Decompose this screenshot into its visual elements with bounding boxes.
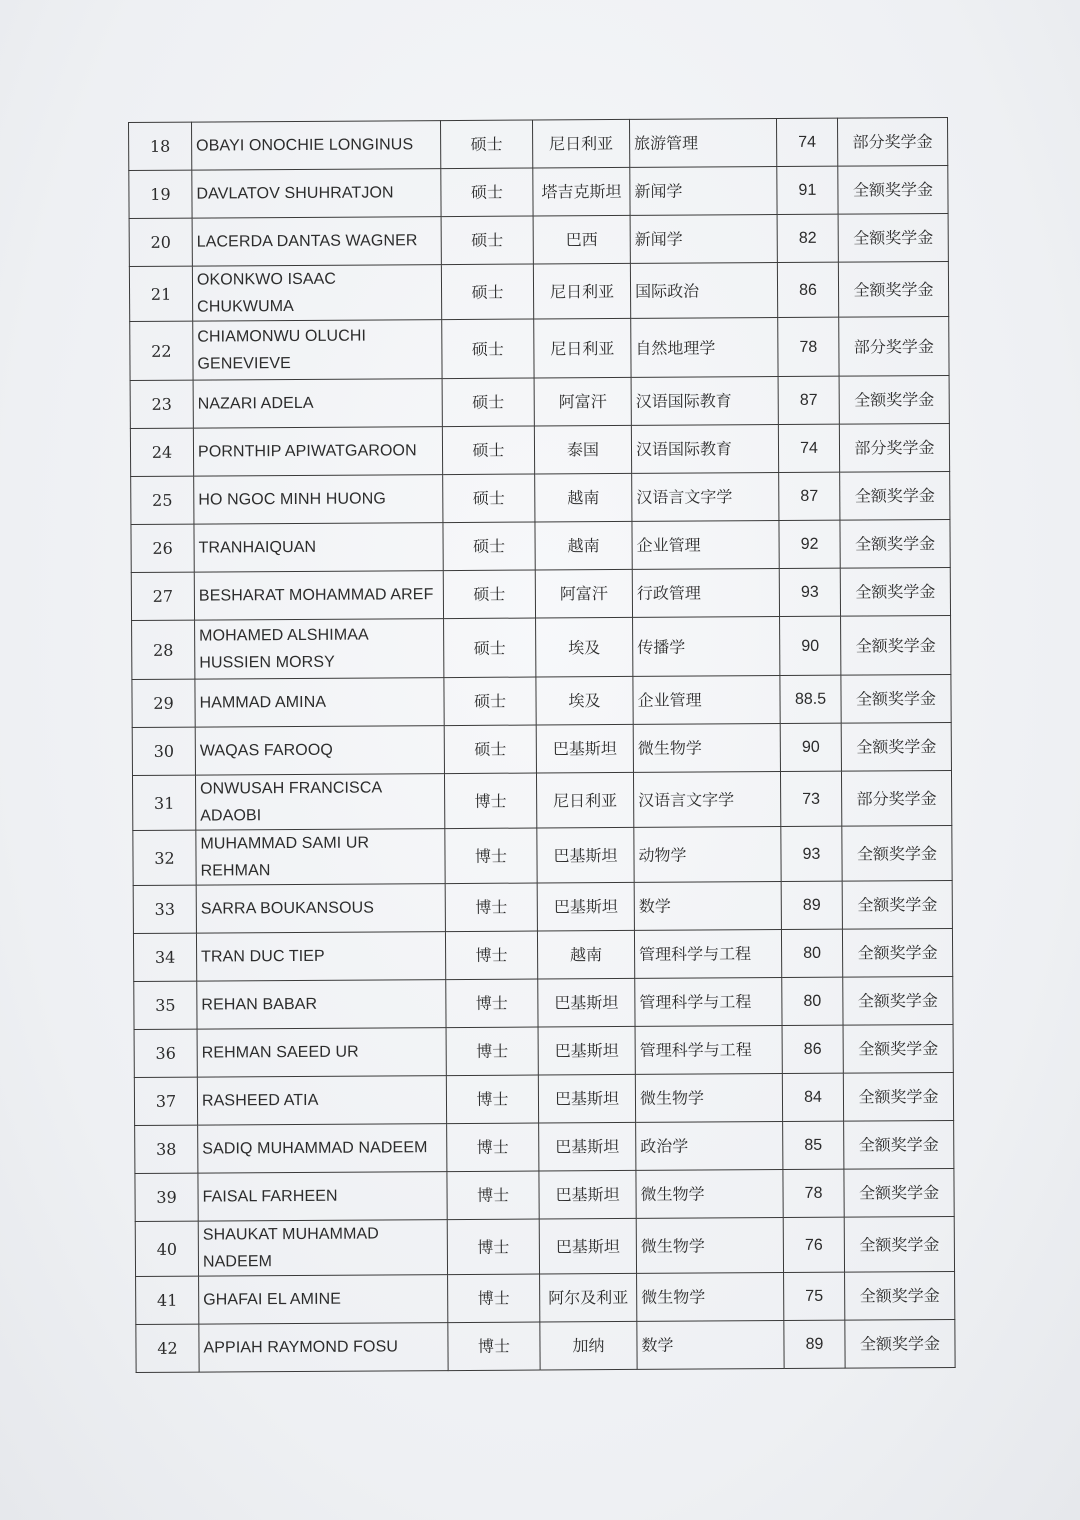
cell-score: 88.5 (780, 675, 841, 723)
cell-major: 数学 (634, 882, 781, 931)
cell-major: 微生物学 (633, 724, 780, 773)
cell-score: 87 (779, 472, 840, 520)
cell-score: 78 (783, 1169, 844, 1217)
cell-award: 全额奖学金 (842, 880, 952, 929)
cell-score: 74 (778, 424, 839, 472)
table-row (136, 1319, 955, 1372)
cell-number: 33 (133, 885, 196, 933)
cell-award: 全额奖学金 (840, 567, 950, 616)
cell-major: 数学 (637, 1321, 784, 1370)
cell-number: 22 (130, 321, 193, 380)
cell-score: 75 (784, 1272, 845, 1320)
cell-country: 巴基斯坦 (539, 1218, 636, 1274)
cell-country: 巴基斯坦 (536, 724, 633, 773)
cell-degree: 博士 (447, 1171, 539, 1220)
cell-country: 埃及 (536, 617, 633, 677)
cell-name: NAZARI ADELA (193, 379, 442, 429)
cell-country: 巴西 (533, 215, 630, 264)
cell-name: APPIAH RAYMOND FOSU (199, 1323, 448, 1373)
cell-major: 管理科学与工程 (634, 930, 781, 979)
cell-number: 18 (129, 122, 192, 170)
table-body (129, 117, 956, 1372)
cell-award: 部分奖学金 (837, 117, 947, 166)
cell-score: 86 (777, 262, 838, 317)
cell-award: 全额奖学金 (843, 1072, 953, 1121)
cell-major: 企业管理 (633, 676, 780, 725)
cell-degree: 硕士 (444, 618, 536, 678)
cell-award: 全额奖学金 (845, 1271, 955, 1320)
cell-country: 巴基斯坦 (539, 1170, 636, 1219)
cell-degree: 博士 (448, 1322, 540, 1371)
cell-degree: 硕士 (442, 378, 534, 427)
table-row (129, 165, 948, 218)
cell-degree: 博士 (446, 1027, 538, 1076)
cell-country: 巴基斯坦 (539, 1122, 636, 1171)
cell-name: RASHEED ATIA (197, 1076, 446, 1126)
cell-award: 全额奖学金 (838, 165, 948, 214)
table-row (134, 1024, 953, 1077)
cell-major: 传播学 (633, 617, 780, 677)
cell-name: MUHAMMAD SAMI UR REHMAN (196, 829, 445, 886)
cell-degree: 博士 (447, 1219, 539, 1275)
cell-score: 93 (781, 826, 842, 881)
cell-award: 全额奖学金 (842, 928, 952, 977)
cell-number: 39 (135, 1173, 198, 1221)
cell-name: PORNTHIP APIWATGAROON (193, 427, 442, 477)
cell-major: 汉语言文字学 (633, 772, 780, 828)
cell-name: OKONKWO ISAAC CHUKWUMA (192, 265, 441, 322)
cell-country: 埃及 (536, 676, 633, 725)
cell-name: FAISAL FARHEEN (198, 1172, 447, 1222)
cell-degree: 硕士 (444, 725, 536, 774)
cell-country: 巴基斯坦 (538, 978, 635, 1027)
cell-degree: 博士 (445, 931, 537, 980)
cell-major: 自然地理学 (631, 318, 778, 378)
cell-major: 汉语国际教育 (631, 425, 778, 474)
cell-name: LACERDA DANTAS WAGNER (192, 217, 441, 267)
cell-score: 74 (776, 118, 837, 166)
cell-award: 全额奖学金 (845, 1319, 955, 1368)
table-row (132, 674, 951, 727)
cell-number: 30 (132, 727, 195, 775)
table-row (131, 471, 950, 524)
cell-name: REHAN BABAR (197, 980, 446, 1030)
cell-major: 汉语言文字学 (632, 473, 779, 522)
table-row (132, 722, 951, 775)
cell-number: 24 (130, 428, 193, 476)
cell-country: 越南 (535, 473, 632, 522)
cell-award: 全额奖学金 (838, 261, 948, 317)
cell-major: 新闻学 (630, 215, 777, 264)
cell-degree: 硕士 (444, 677, 536, 726)
cell-score: 84 (782, 1073, 843, 1121)
cell-degree: 硕士 (441, 168, 533, 217)
cell-number: 36 (134, 1029, 197, 1077)
cell-number: 38 (135, 1125, 198, 1173)
cell-number: 40 (135, 1221, 198, 1276)
cell-score: 92 (779, 520, 840, 568)
cell-country: 阿尔及利亚 (540, 1273, 637, 1322)
table-row (129, 261, 948, 321)
cell-major: 企业管理 (632, 521, 779, 570)
table-row (134, 1072, 953, 1125)
cell-major: 微生物学 (636, 1170, 783, 1219)
cell-score: 78 (778, 317, 839, 376)
cell-score: 93 (779, 568, 840, 616)
cell-name: CHIAMONWU OLUCHI GENEVIEVE (193, 320, 442, 381)
cell-number: 27 (131, 572, 194, 620)
table-row (132, 615, 951, 679)
table-row (130, 423, 949, 476)
cell-major: 国际政治 (630, 263, 777, 319)
table-row (130, 316, 949, 380)
cell-score: 89 (781, 881, 842, 929)
cell-degree: 硕士 (440, 120, 532, 169)
cell-score: 73 (780, 771, 841, 826)
cell-degree: 硕士 (441, 216, 533, 265)
cell-country: 尼日利亚 (532, 119, 629, 168)
table-row (131, 519, 950, 572)
table-row (136, 1271, 955, 1324)
cell-award: 部分奖学金 (841, 770, 951, 826)
cell-number: 19 (129, 170, 192, 218)
cell-score: 89 (784, 1320, 845, 1368)
scholarship-table (128, 117, 956, 1373)
cell-score: 76 (783, 1217, 844, 1272)
cell-country: 尼日利亚 (533, 263, 630, 319)
table-row (133, 825, 952, 885)
cell-name: HO NGOC MINH HUONG (194, 475, 443, 525)
cell-award: 全额奖学金 (843, 1024, 953, 1073)
cell-number: 42 (136, 1324, 199, 1372)
cell-country: 巴基斯坦 (537, 827, 634, 883)
cell-score: 91 (777, 166, 838, 214)
cell-score: 90 (780, 723, 841, 771)
cell-number: 28 (132, 620, 195, 679)
table-row (131, 567, 950, 620)
table-row (129, 117, 948, 170)
cell-degree: 博士 (445, 883, 537, 932)
cell-name: MOHAMED ALSHIMAA HUSSIEN MORSY (195, 619, 444, 680)
cell-number: 32 (133, 830, 196, 885)
cell-degree: 硕士 (443, 474, 535, 523)
table-row (132, 770, 951, 830)
cell-country: 越南 (537, 930, 634, 979)
cell-major: 动物学 (634, 827, 781, 883)
cell-number: 35 (134, 981, 197, 1029)
cell-country: 巴基斯坦 (537, 882, 634, 931)
cell-award: 全额奖学金 (841, 615, 951, 675)
cell-score: 87 (778, 376, 839, 424)
cell-score: 80 (782, 977, 843, 1025)
cell-major: 政治学 (636, 1122, 783, 1171)
cell-degree: 硕士 (442, 426, 534, 475)
table-row (134, 976, 953, 1029)
cell-name: SADIQ MUHAMMAD NADEEM (198, 1124, 447, 1174)
cell-number: 34 (133, 933, 196, 981)
cell-award: 全额奖学金 (843, 976, 953, 1025)
cell-award: 全额奖学金 (840, 519, 950, 568)
cell-degree: 博士 (448, 1274, 540, 1323)
cell-degree: 博士 (447, 1123, 539, 1172)
cell-score: 82 (777, 214, 838, 262)
cell-degree: 硕士 (443, 570, 535, 619)
cell-score: 85 (783, 1121, 844, 1169)
cell-number: 23 (130, 380, 193, 428)
cell-score: 90 (780, 616, 841, 675)
cell-score: 80 (781, 929, 842, 977)
cell-major: 行政管理 (632, 569, 779, 618)
cell-name: TRAN DUC TIEP (196, 932, 445, 982)
cell-country: 加纳 (540, 1321, 637, 1370)
cell-country: 阿富汗 (534, 377, 631, 426)
cell-award: 全额奖学金 (839, 375, 949, 424)
cell-award: 全额奖学金 (841, 674, 951, 723)
cell-award: 全额奖学金 (844, 1120, 954, 1169)
cell-country: 阿富汗 (535, 569, 632, 618)
cell-award: 部分奖学金 (839, 423, 949, 472)
cell-degree: 博士 (446, 1075, 538, 1124)
cell-major: 旅游管理 (629, 119, 776, 168)
cell-number: 41 (136, 1276, 199, 1324)
cell-major: 新闻学 (630, 167, 777, 216)
cell-degree: 博士 (445, 828, 537, 884)
cell-award: 全额奖学金 (844, 1216, 954, 1272)
cell-major: 管理科学与工程 (635, 1026, 782, 1075)
cell-number: 25 (131, 476, 194, 524)
cell-name: DAVLATOV SHUHRATJON (192, 169, 441, 219)
cell-number: 37 (134, 1077, 197, 1125)
cell-name: OBAYI ONOCHIE LONGINUS (192, 121, 441, 171)
cell-country: 尼日利亚 (534, 318, 631, 378)
cell-name: WAQAS FAROOQ (195, 726, 444, 776)
cell-country: 塔吉克斯坦 (533, 167, 630, 216)
cell-country: 泰国 (534, 425, 631, 474)
cell-name: ONWUSAH FRANCISCA ADAOBI (195, 774, 444, 831)
cell-award: 全额奖学金 (844, 1168, 954, 1217)
cell-number: 31 (132, 775, 195, 830)
cell-degree: 博士 (446, 979, 538, 1028)
cell-number: 21 (129, 266, 192, 321)
cell-major: 微生物学 (636, 1218, 783, 1274)
cell-degree: 博士 (444, 773, 536, 829)
cell-degree: 硕士 (442, 319, 534, 379)
cell-name: GHAFAI EL AMINE (199, 1275, 448, 1325)
table-row (135, 1120, 954, 1173)
cell-country: 尼日利亚 (536, 772, 633, 828)
cell-degree: 硕士 (441, 264, 533, 320)
table-row (133, 928, 952, 981)
cell-number: 20 (129, 218, 192, 266)
cell-number: 26 (131, 524, 194, 572)
cell-country: 巴基斯坦 (538, 1026, 635, 1075)
cell-name: TRANHAIQUAN (194, 523, 443, 573)
cell-award: 部分奖学金 (839, 316, 949, 376)
cell-country: 越南 (535, 521, 632, 570)
cell-major: 汉语国际教育 (631, 377, 778, 426)
cell-score: 86 (782, 1025, 843, 1073)
table-row (133, 880, 952, 933)
cell-name: SHAUKAT MUHAMMAD NADEEM (198, 1220, 447, 1277)
cell-name: BESHARAT MOHAMMAD AREF (194, 571, 443, 621)
table-row (129, 213, 948, 266)
cell-name: REHMAN SAEED UR (197, 1028, 446, 1078)
cell-award: 全额奖学金 (842, 825, 952, 881)
cell-major: 管理科学与工程 (635, 978, 782, 1027)
cell-name: SARRA BOUKANSOUS (196, 884, 445, 934)
cell-award: 全额奖学金 (841, 722, 951, 771)
table-row (130, 375, 949, 428)
cell-number: 29 (132, 679, 195, 727)
cell-degree: 硕士 (443, 522, 535, 571)
cell-award: 全额奖学金 (840, 471, 950, 520)
cell-major: 微生物学 (637, 1273, 784, 1322)
cell-major: 微生物学 (635, 1074, 782, 1123)
cell-country: 巴基斯坦 (538, 1074, 635, 1123)
table-row (135, 1216, 954, 1276)
table-row (135, 1168, 954, 1221)
cell-award: 全额奖学金 (838, 213, 948, 262)
cell-name: HAMMAD AMINA (195, 678, 444, 728)
